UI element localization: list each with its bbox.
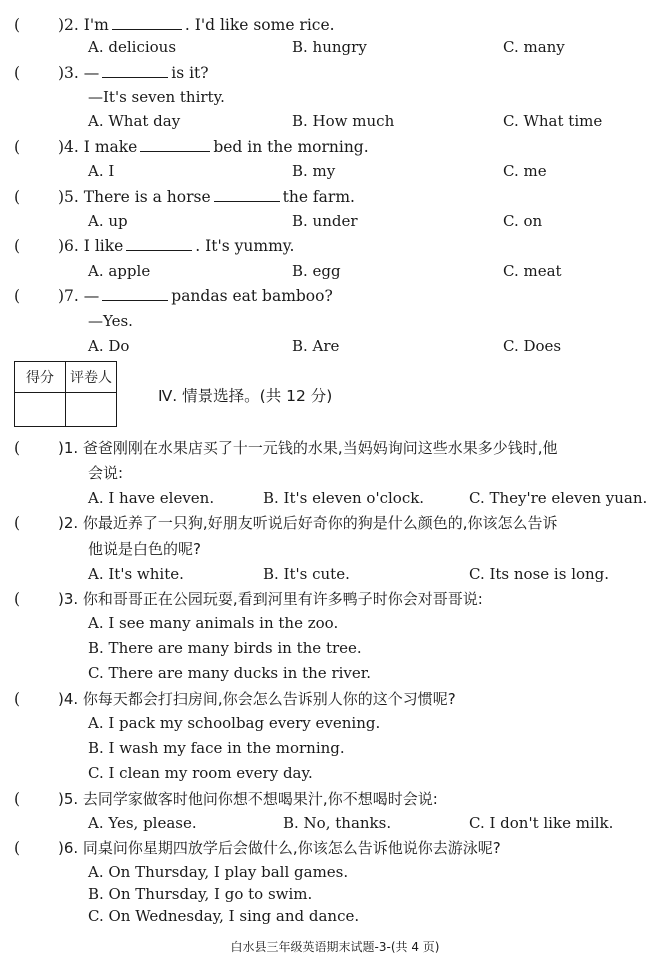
answer-paren: ( [14,237,21,255]
option-a: A. I pack my schoolbag every evening. [88,714,381,732]
option-b: B. It's cute. [263,565,350,583]
option-b: B. It's eleven o'clock. [263,489,425,507]
option-c: C. me [503,162,547,180]
answer-paren: ( [14,188,21,206]
grader-label: 评卷人 [66,362,117,393]
answer-paren: ( [14,590,21,608]
option-a: A. apple [88,262,151,280]
option-b: B. There are many birds in the tree. [88,639,362,657]
scenario-2-cont: 他说是白色的呢? [88,540,201,558]
option-a: A. On Thursday, I play ball games. [88,863,349,881]
option-c: C. Its nose is long. [469,565,610,583]
scenario-6: )6. 同桌问你星期四放学后会做什么,你该怎么告诉他说你去游泳呢? [58,839,501,857]
score-label: 得分 [15,362,66,393]
answer-paren: ( [14,514,21,532]
option-c: C. I don't like milk. [469,814,614,832]
score-box [14,361,117,427]
option-c: C. I clean my room every day. [88,764,313,782]
option-b: B. Are [292,337,340,355]
answer-paren: ( [14,690,21,708]
answer-paren: ( [14,439,21,457]
option-b: B. How much [292,112,395,130]
scenario-1-cont: 会说: [88,464,124,482]
grader-field[interactable] [66,393,117,427]
section-title: Ⅳ. 情景选择。(共 12 分) [158,387,333,405]
question-4: )4. I make bed in the morning. [58,138,369,156]
score-field[interactable] [15,393,66,427]
option-b: B. egg [292,262,341,280]
option-a: A. I [88,162,115,180]
answer-paren: ( [14,790,21,808]
option-b: B. No, thanks. [283,814,392,832]
scenario-1: )1. 爸爸刚刚在水果店买了十一元钱的水果,当妈妈询问这些水果多少钱时,他 [58,439,558,457]
question-2: )2. I'm . I'd like some rice. [58,16,335,34]
option-c: C. On Wednesday, I sing and dance. [88,907,360,925]
option-c: C. Does [503,337,562,355]
question-7: )7. — pandas eat bamboo? [58,287,333,305]
option-b: B. On Thursday, I go to swim. [88,885,313,903]
scenario-2: )2. 你最近养了一只狗,好朋友听说后好奇你的狗是什么颜色的,你该怎么告诉 [58,514,558,532]
answer-paren: ( [14,287,21,305]
page-footer: 白水县三年级英语期末试题-3-(共 4 页) [230,940,440,954]
option-c: C. They're eleven yuan. [469,489,648,507]
option-a: A. delicious [88,38,177,56]
option-c: C. on [503,212,543,230]
option-a: A. up [88,212,128,230]
option-c: C. There are many ducks in the river. [88,664,372,682]
option-a: A. What day [88,112,181,130]
option-c: C. What time [503,112,603,130]
scenario-4: )4. 你每天都会打扫房间,你会怎么告诉别人你的这个习惯呢? [58,690,456,708]
answer-paren: ( [14,138,21,156]
option-c: C. meat [503,262,562,280]
scenario-3: )3. 你和哥哥正在公园玩耍,看到河里有许多鸭子时你会对哥哥说: [58,590,483,608]
option-a: A. I have eleven. [88,489,215,507]
option-b: B. hungry [292,38,367,56]
question-6: )6. I like . It's yummy. [58,237,295,255]
dialogue-reply: —It's seven thirty. [88,88,225,106]
option-a: A. Do [88,337,130,355]
option-b: B. I wash my face in the morning. [88,739,345,757]
option-b: B. my [292,162,336,180]
question-5: )5. There is a horse the farm. [58,188,355,206]
answer-paren: ( [14,839,21,857]
question-3: )3. — is it? [58,64,209,82]
option-c: C. many [503,38,565,56]
option-a: A. I see many animals in the zoo. [88,614,339,632]
answer-paren: ( [14,16,21,34]
dialogue-reply: —Yes. [88,312,133,330]
option-b: B. under [292,212,358,230]
scenario-5: )5. 去同学家做客时他问你想不想喝果汁,你不想喝时会说: [58,790,438,808]
option-a: A. It's white. [88,565,184,583]
option-a: A. Yes, please. [88,814,197,832]
answer-paren: ( [14,64,21,82]
